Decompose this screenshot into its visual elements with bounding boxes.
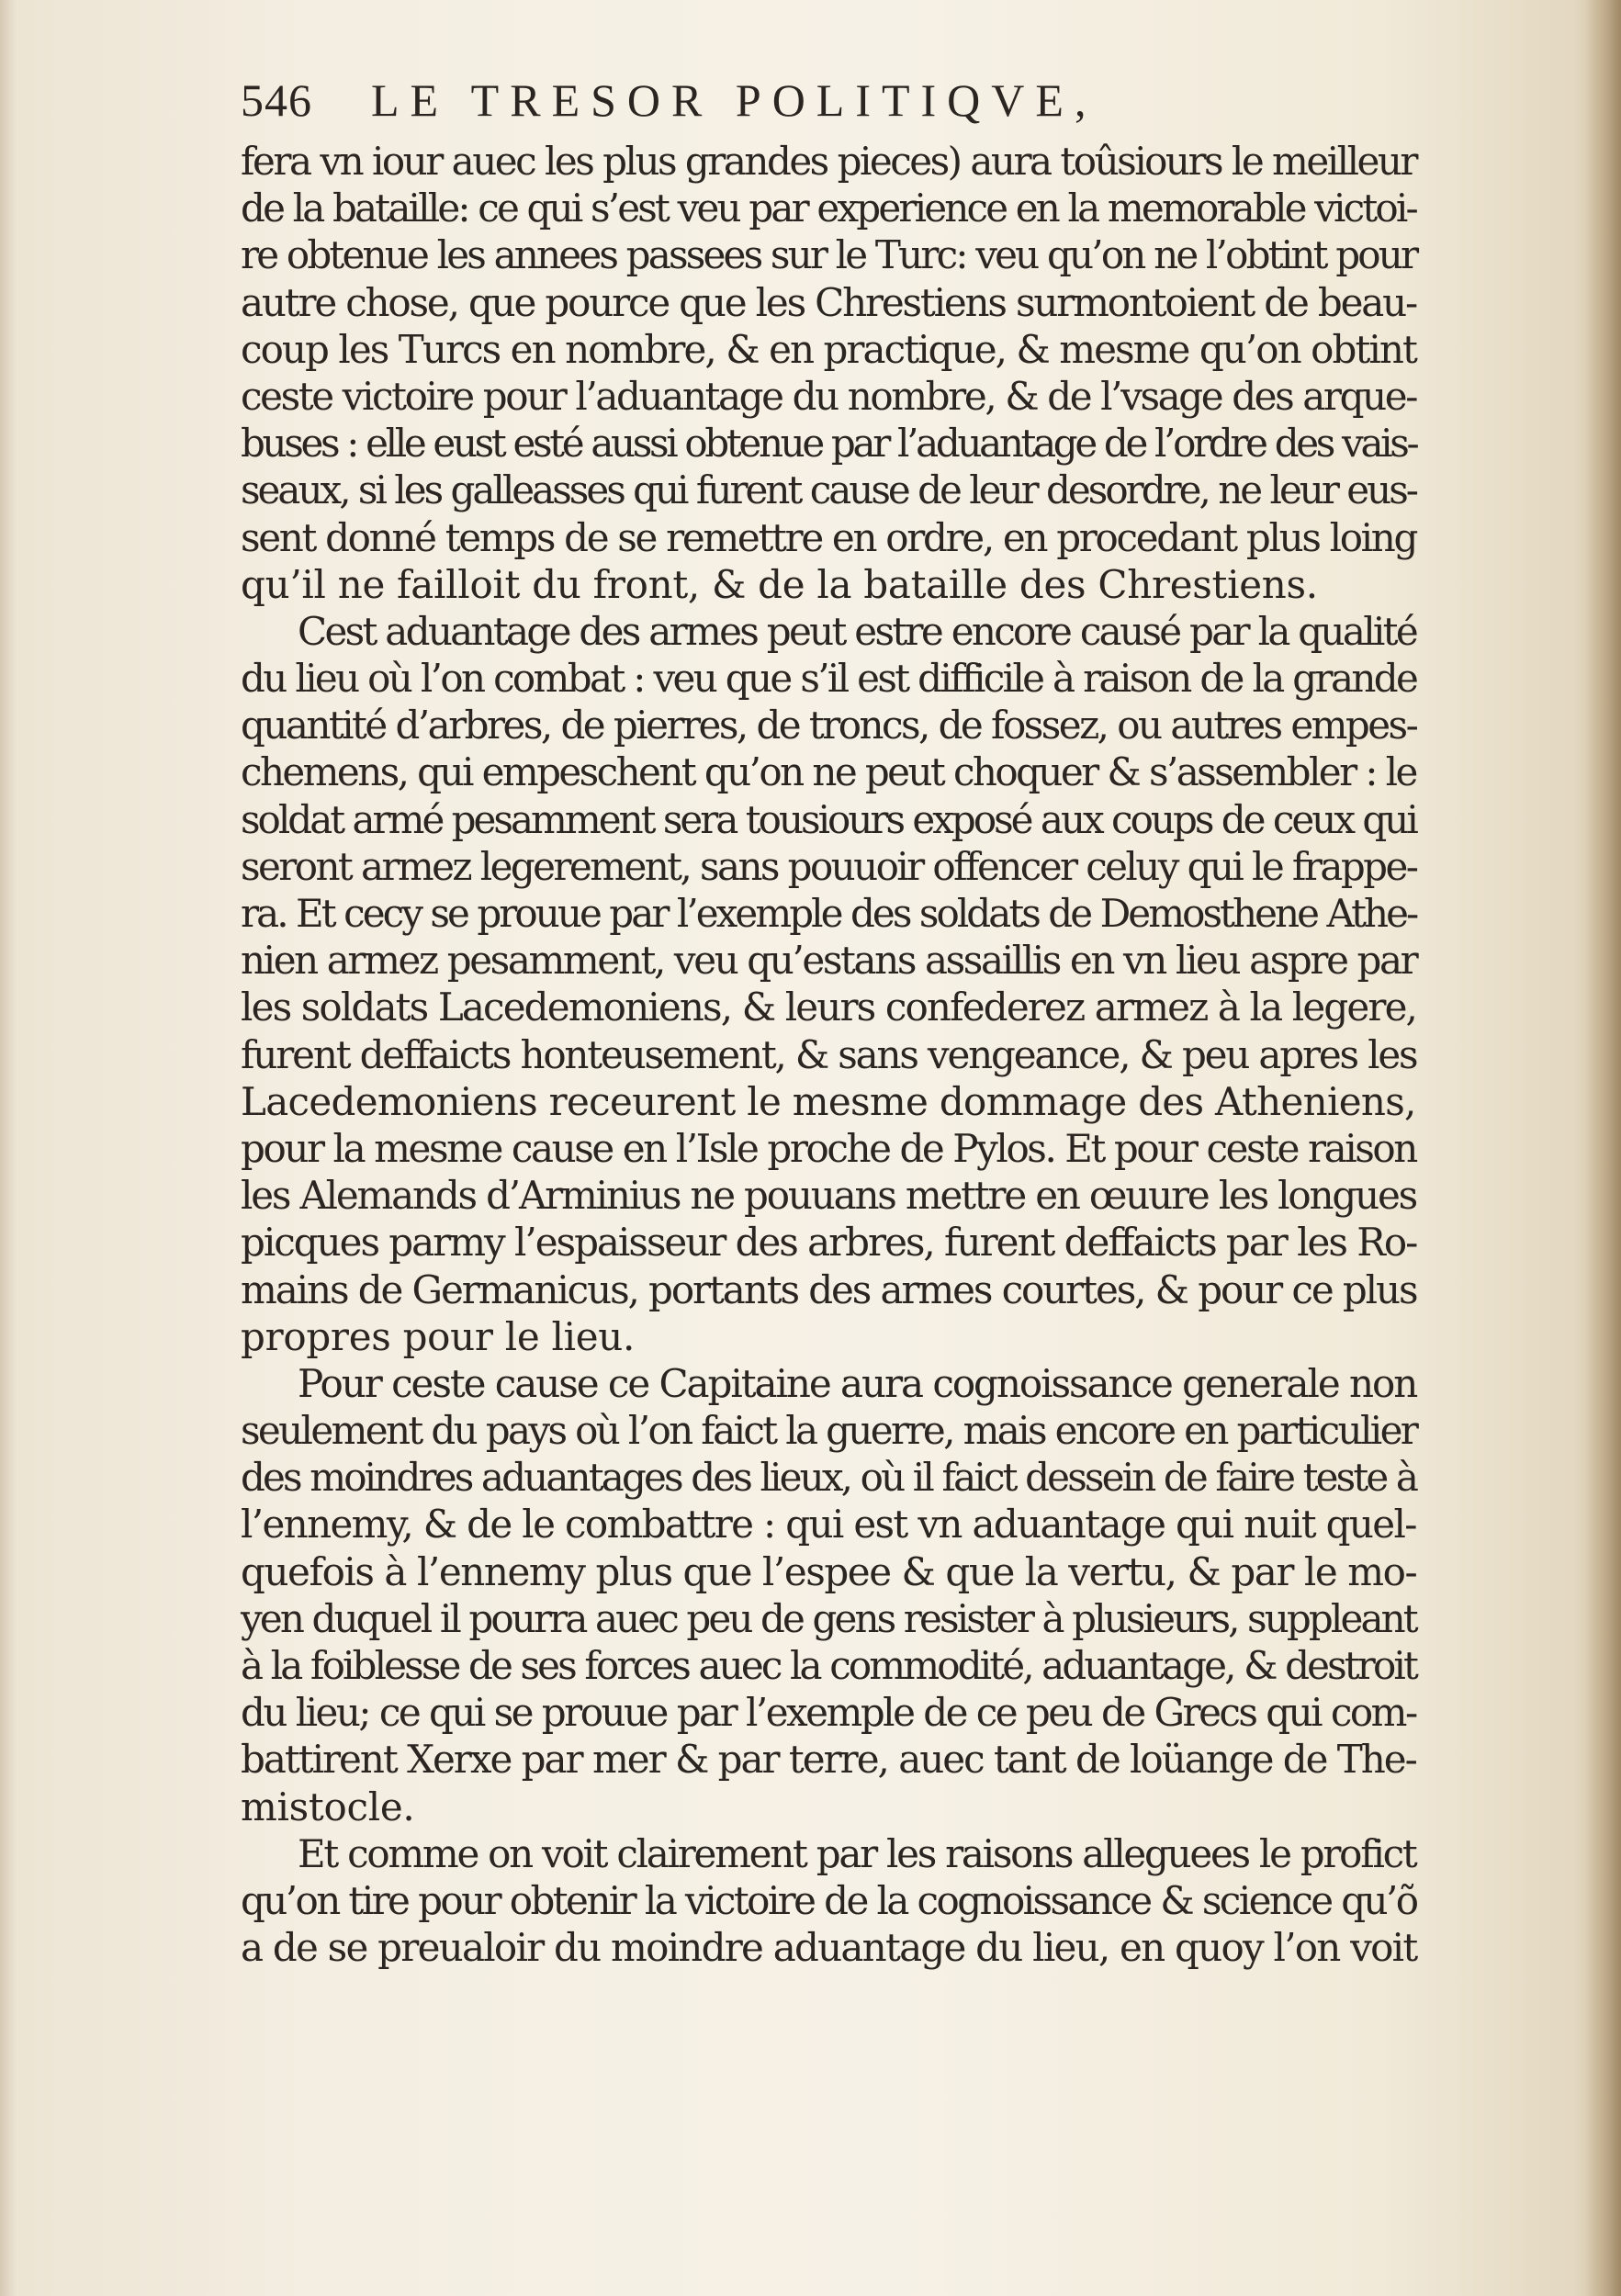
text-line: l’ennemy, & de le combattre : qui est vn aduantage qui nuit quel- [241, 1502, 1416, 1548]
text-line: yen duquel il pourra auec peu de gens resister à plusieurs, suppleant [241, 1595, 1416, 1641]
text-line: ceste victoire pour l’aduantage du nombre, & de l’vsage des arque- [241, 373, 1417, 419]
text-line: picques parmy l’espaisseur des arbres, furent deffaicts par les Ro- [241, 1220, 1417, 1266]
text-line: seulement du pays où l’on faict la guerre, mais encore en particulier [241, 1408, 1417, 1454]
text-line: ra. Et cecy se prouue par l’exemple des soldats de Demosthene Athe- [241, 891, 1417, 936]
page-header [241, 73, 1278, 147]
text-line: seront armez legerement, sans pouuoir offencer celuy qui le frappe- [241, 843, 1417, 889]
text-line: chemens, qui empeschent qu’on ne peut choquer & s’assembler : le [241, 749, 1416, 795]
text-line: pour la mesme cause en l’Isle proche de Pylos. Et pour ceste raison [241, 1125, 1416, 1171]
text-line: mains de Germanicus, portants des armes courtes, & pour ce plus [241, 1266, 1417, 1312]
text-line: Lacedemoniens receurent le mesme dommage des Atheniens, [241, 1078, 1416, 1124]
text-line: battirent Xerxe par mer & par terre, auec tant de loüange de The- [241, 1737, 1416, 1783]
body-text [241, 138, 1416, 1971]
text-line: les Alemands d’Arminius ne pouuans mettre en œuure les longues [241, 1173, 1416, 1219]
page-number: 546 [241, 74, 312, 126]
text-line: seaux, si les galleasses qui furent cause de leur desordre, ne leur eus- [241, 467, 1416, 513]
text-line: furent deffaicts honteusement, & sans vengeance, & peu apres les [241, 1031, 1417, 1077]
text-line: a de se preualoir du moindre aduantage du lieu, en quoy l’on voit [241, 1925, 1417, 1971]
paragraph-first-line: Pour ceste cause ce Capitaine aura cognoissance generale non [298, 1360, 1417, 1406]
text-line: du lieu où l’on combat : veu que s’il est difficile à raison de la grande [241, 656, 1417, 702]
text-line: propres pour le lieu. [241, 1313, 636, 1359]
text-line: soldat armé pesamment sera tousiours exposé aux coups de ceux qui [241, 796, 1416, 842]
text-line: autre chose, que pource que les Chrestiens surmontoient de beau- [241, 279, 1417, 325]
text-line: des moindres aduantages des lieux, où il faict dessein de faire teste à [241, 1455, 1417, 1501]
text-line: coup les Turcs en nombre, & en practique, & mesme qu’on obtint [241, 326, 1416, 372]
text-line: quefois à l’ennemy plus que l’espee & que la vertu, & par le mo- [241, 1548, 1417, 1594]
text-line: qu’il ne failloit du front, & de la bataille des Chrestiens. [241, 561, 1318, 607]
paragraph-first-line: Cest aduantage des armes peut estre encore causé par la qualité [298, 608, 1417, 654]
text-line: fera vn iour auec les plus grandes pieces) aura toûsiours le meilleur [241, 139, 1416, 184]
text-line: quantité d’arbres, de pierres, de troncs, de fossez, ou autres empes- [241, 703, 1417, 748]
text-line: de la bataille: ce qui s’est veu par experience en la memorable victoi- [241, 186, 1416, 231]
paragraph-first-line: Et comme on voit clairement par les raisons alleguees le profict [298, 1830, 1416, 1876]
text-line: qu’on tire pour obtenir la victoire de la cognoissance & science qu’õ [241, 1877, 1417, 1923]
text-line: à la foiblesse de ses forces auec la commodité, aduantage, & destroit [241, 1643, 1417, 1688]
text-line: nien armez pesamment, veu qu’estans assaillis en vn lieu aspre par [241, 938, 1417, 984]
text-line: buses : elle eust esté aussi obtenue par l’aduantage de l’ordre des vais- [241, 421, 1417, 467]
text-line: mistocle. [241, 1784, 415, 1829]
text-line: les soldats Lacedemoniens, & leurs confederez armez à la legere, [241, 985, 1417, 1030]
page-gutter-shadow [0, 0, 17, 2296]
page-edge-shadow [1584, 0, 1621, 2296]
text-line: sent donné temps de se remettre en ordre, en procedant plus loing [241, 514, 1417, 560]
running-title: LE TRESOR POLITIQVE, [371, 74, 1098, 126]
text-line: re obtenue les annees passees sur le Turc: veu qu’on ne l’obtint pour [241, 232, 1417, 278]
text-line: du lieu; ce qui se prouue par l’exemple de ce peu de Grecs qui com- [241, 1690, 1416, 1736]
